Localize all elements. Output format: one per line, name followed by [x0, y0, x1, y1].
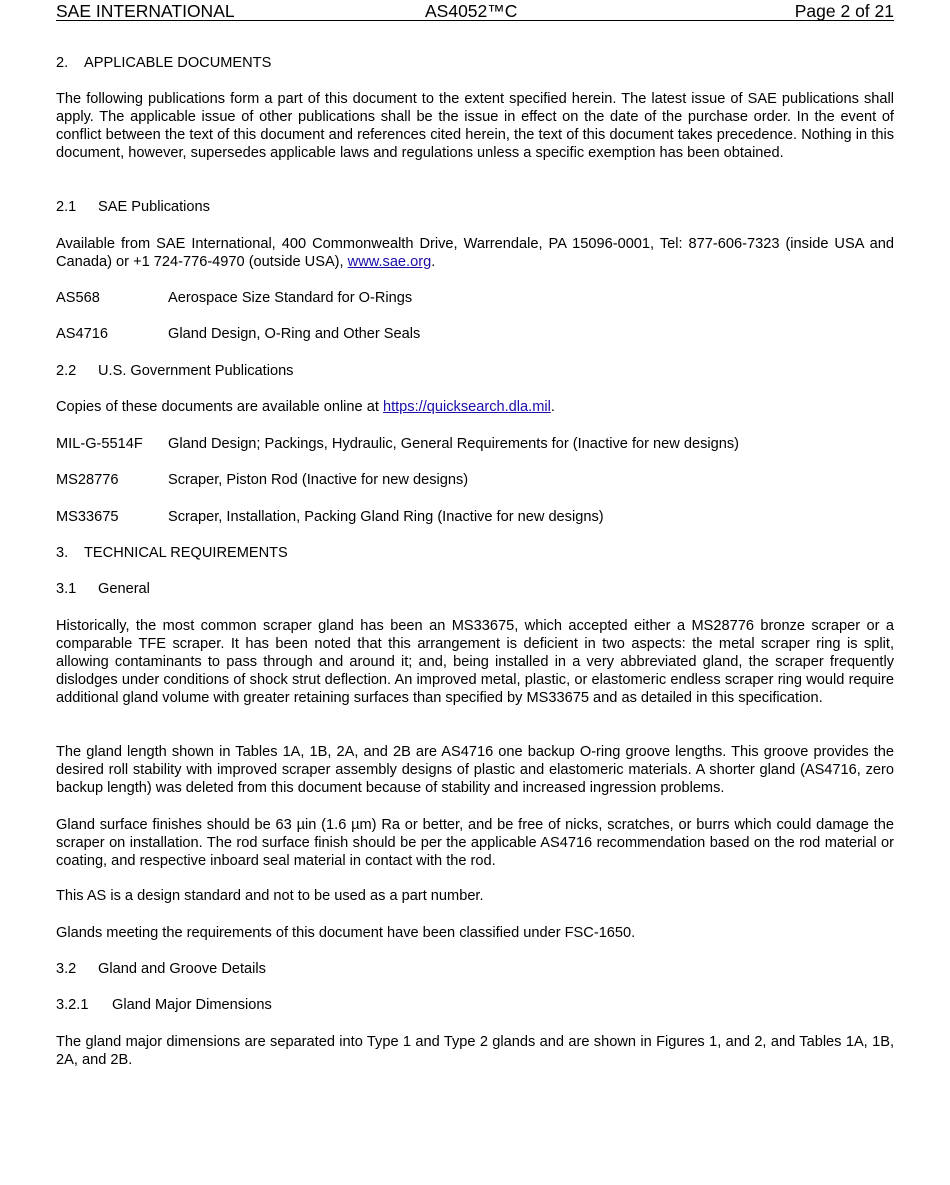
running-header	[56, 0, 894, 21]
section-3-2-1-heading: 3.2.1 Gland Major Dimensions	[56, 997, 272, 1013]
section-2-2-heading: 2.2 U.S. Government Publications	[56, 363, 294, 379]
reference-code: MS33675	[56, 509, 119, 525]
reference-item	[56, 508, 894, 526]
reference-code: MIL-G-5514F	[56, 436, 143, 452]
reference-code: MS28776	[56, 472, 119, 488]
section-3-2-1-paragraph: The gland major dimensions are separated into Type 1 and Type 2 glands and are shown in Figures 1, and 2, and Tables 1A, 1B, 2A, and 2B.	[56, 1034, 894, 1068]
header-org: SAE INTERNATIONAL	[56, 1, 235, 21]
section-3-1-paragraph: Glands meeting the requirements of this document have been classified under FSC-1650.	[56, 925, 636, 941]
section-2-2-paragraph: Copies of these documents are available online at https://quicksearch.dla.mil.	[56, 399, 555, 415]
reference-title: Aerospace Size Standard for O-Rings	[168, 290, 413, 306]
section-3-1-heading: 3.1 General	[56, 581, 150, 597]
reference-title: Scraper, Piston Rod (Inactive for new designs)	[168, 472, 469, 488]
reference-title: Gland Design, O-Ring and Other Seals	[168, 326, 421, 342]
header-doc-id: AS4052™C	[425, 1, 518, 21]
section-2-paragraph: The following publications form a part of this document to the extent specified herein. The latest issue of SAE publications shall apply. The applicable issue of other publications shall be the issue in effect on the date of the purchase order. In the event of conflict between the text of this document and references cited herein, the text of this document takes precedence. Nothing in this document, however, supersedes applicable laws and regulations unless a specific exemption has been obtained.	[56, 91, 894, 161]
header-page-number: Page 2 of 21	[794, 1, 894, 21]
section-3-1-paragraph: Gland surface finishes should be 63 µin (1.6 µm) Ra or better, and be free of nicks, scratches, or burrs which could damage the scraper on installation. The rod surface finish should be per the applicable AS4716 recommendation based on the rod material or coating, and respective inboard seal material in contact with the rod.	[56, 817, 894, 869]
reference-item	[56, 289, 894, 307]
reference-code: AS4716	[56, 326, 108, 342]
reference-item	[56, 471, 894, 489]
reference-item	[56, 435, 894, 453]
section-3-1-paragraph: Historically, the most common scraper gland has been an MS33675, which accepted either a MS28776 bronze scraper or a comparable TFE scraper. It has been noted that this arrangement is deficient in two aspects: the metal scraper ring is split, allowing contaminants to pass through and around it; and, being installed in a very abbreviated gland, the scraper frequently dislodges under conditions of shock strut deflection. An improved metal, plastic, or elastomeric endless scraper ring would require additional gland volume with greater retaining surfaces than specified by MS33675 and as detailed in this specification.	[56, 618, 894, 706]
section-2-heading: 2. APPLICABLE DOCUMENTS	[56, 55, 272, 71]
quicksearch-link[interactable]: https://quicksearch.dla.mil	[382, 399, 551, 415]
reference-code: AS568	[56, 290, 100, 306]
section-3-1-paragraph: This AS is a design standard and not to be used as a part number.	[56, 888, 484, 904]
section-2-1-heading: 2.1 SAE Publications	[56, 199, 210, 215]
reference-item	[56, 325, 894, 343]
reference-title: Gland Design; Packings, Hydraulic, General Requirements for (Inactive for new designs)	[168, 436, 740, 452]
section-3-2-heading: 3.2 Gland and Groove Details	[56, 961, 266, 977]
section-3-1-paragraph: The gland length shown in Tables 1A, 1B, 2A, and 2B are AS4716 one backup O-ring groove lengths. This groove provides the desired roll stability with improved scraper assembly designs of plastic and elastomeric materials. A shorter gland (AS4716, zero backup length) was deleted from this document because of stability and increased ingression problems.	[56, 744, 894, 796]
reference-title: Scraper, Installation, Packing Gland Ring (Inactive for new designs)	[168, 509, 604, 525]
sae-website-link[interactable]: www.sae.org	[347, 254, 432, 270]
section-3-heading: 3. TECHNICAL REQUIREMENTS	[56, 545, 288, 561]
section-2-1-paragraph: Available from SAE International, 400 Commonwealth Drive, Warrendale, PA 15096-0001, Tel: 877-606-7323 (inside USA and Canada) or +1 724-776-4970 (outside USA), www.sae.org.	[56, 236, 894, 270]
